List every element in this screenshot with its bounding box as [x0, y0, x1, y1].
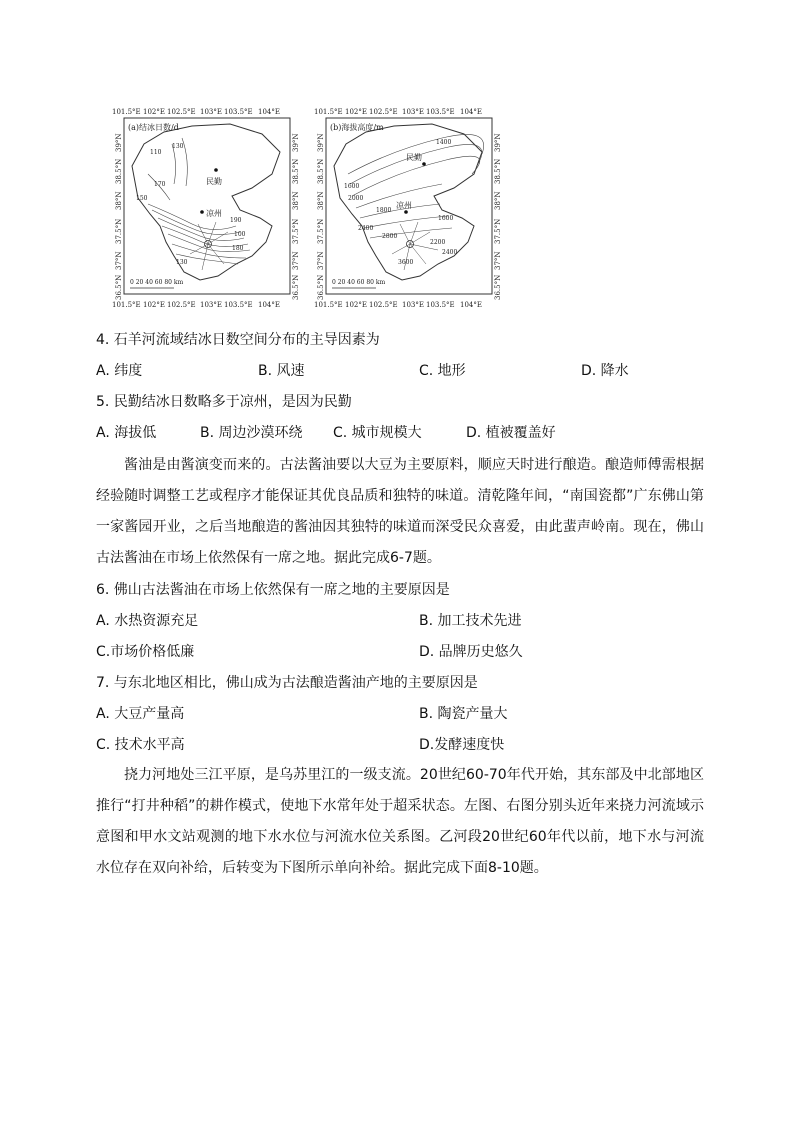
lat-tick: 38°N — [115, 191, 123, 210]
lon-tick: 102°E — [143, 301, 165, 309]
contour-label: 2000 — [348, 195, 364, 202]
lon-tick: 102°E — [143, 108, 165, 116]
lat-tick: 39°N — [494, 133, 502, 152]
map-right — [314, 108, 502, 309]
lat-tick: 37.5°N — [317, 218, 325, 244]
q5-option-b: B. 周边沙漠环绕 — [200, 425, 303, 441]
lon-tick: 101.5°E — [112, 108, 141, 116]
scale-bar: 0 20 40 60 80 km — [332, 279, 386, 286]
lon-tick: 102°E — [345, 108, 367, 116]
contour-label: 130 — [172, 143, 184, 150]
lat-tick: 37°N — [292, 251, 300, 270]
contour-label: 3600 — [398, 259, 414, 266]
town-label: 凉州 — [396, 201, 412, 210]
map-title: (a)结冰日数/d — [128, 123, 179, 132]
lon-tick: 103.5°E — [224, 108, 253, 116]
lat-tick: 37°N — [115, 251, 123, 270]
lon-tick: 102.5°E — [369, 301, 398, 309]
lat-tick: 38.5°N — [115, 158, 123, 184]
contour-label: 1600 — [344, 183, 360, 190]
lat-tick: 37.5°N — [115, 218, 123, 244]
lat-tick: 38°N — [494, 191, 502, 210]
lon-tick: 104°E — [258, 301, 280, 309]
passage-text: 挠力河地处三江平原，是乌苏里江的一级支流。20世纪60-70年代开始，其东部及中北部地区推行“打井种稻”的耕作模式，使地下水常年处于超采状态。左图、右图分别头近年来挠力河流域示意图和甲水文站观测的地下水水位与河流水位关系图。乙河段20世纪60年代以前，地下水与河流水位存在双向补给，后转变为下图所示单向补给。据此完成下面8-10题。 — [96, 767, 704, 876]
contour-label: 2400 — [358, 225, 374, 232]
lon-tick: 103.5°E — [426, 108, 455, 116]
contour-label: 150 — [136, 195, 148, 202]
lon-tick: 102.5°E — [167, 108, 196, 116]
lat-tick: 37°N — [317, 251, 325, 270]
q5-option-c: C. 城市规模大 — [333, 425, 422, 441]
map-left — [112, 108, 300, 309]
lon-tick: 101.5°E — [314, 108, 343, 116]
q6-option-a: A. 水热资源充足 — [96, 613, 199, 629]
lat-tick: 36.5°N — [115, 274, 123, 300]
lat-tick: 38°N — [317, 191, 325, 210]
lat-tick: 39°N — [292, 133, 300, 152]
q6-option-d: D. 品牌历史悠久 — [419, 644, 523, 660]
lon-tick: 104°E — [258, 108, 280, 116]
q4-option-c: C. 地形 — [419, 363, 466, 379]
lat-tick: 37.5°N — [292, 218, 300, 244]
passage-text: 酱油是由酱演变而来的。古法酱油要以大豆为主要原料，顺应天时进行酿造。酿造师傅需根据经验随时调整工艺或程序才能保证其优良品质和独特的味道。清乾隆年间，“南国瓷都”广东佛山第一家酱园开业，之后当地酿造的酱油因其独特的味道而深受民众喜爱，由此蜚声岭南。现在，佛山古法酱油在市场上依然保有一席之地。据此完成6-7题。 — [96, 457, 704, 566]
q4-option-a: A. 纬度 — [96, 363, 143, 379]
q7-option-b: B. 陶瓷产量大 — [419, 706, 508, 722]
lat-tick: 36.5°N — [292, 274, 300, 300]
q6-option-c: C.市场价格低廉 — [96, 644, 195, 660]
lon-tick: 103.5°E — [224, 301, 253, 309]
contour-label: 1800 — [376, 207, 392, 214]
question-6-stem: 6. 佛山古法酱油在市场上依然保有一席之地的主要原因是 — [96, 582, 450, 598]
question-4-stem: 4. 石羊河流域结冰日数空间分布的主导因素为 — [96, 332, 380, 348]
question-5-stem: 5. 民勤结冰日数略多于凉州，是因为民勤 — [96, 394, 352, 410]
lon-tick: 103.5°E — [426, 301, 455, 309]
contour-label: 100 — [234, 231, 246, 238]
contour-label: 190 — [230, 217, 242, 224]
contour-label: 170 — [154, 181, 166, 188]
passage-naoli-river — [96, 760, 704, 884]
passage-soy-sauce — [96, 450, 704, 574]
lon-tick: 101.5°E — [314, 301, 343, 309]
q7-option-c: C. 技术水平高 — [96, 737, 185, 753]
lon-tick: 102.5°E — [369, 108, 398, 116]
contour-label: 180 — [232, 245, 244, 252]
lat-tick: 36.5°N — [494, 274, 502, 300]
q4-option-b: B. 风速 — [258, 363, 305, 379]
town-label: 凉州 — [206, 209, 222, 218]
q7-option-a: A. 大豆产量高 — [96, 706, 185, 722]
lat-tick: 38.5°N — [317, 158, 325, 184]
lon-tick: 102°E — [345, 301, 367, 309]
map-title: (b)海拔高度/m — [330, 123, 384, 132]
contour-label: 1400 — [436, 139, 452, 146]
contour-label: 2800 — [382, 233, 398, 240]
lat-tick: 39°N — [317, 133, 325, 152]
q4-option-d: D. 降水 — [581, 363, 629, 379]
lat-tick: 38.5°N — [292, 158, 300, 184]
contour-label: 2400 — [442, 249, 458, 256]
lat-tick: 38°N — [292, 191, 300, 210]
q5-option-a: A. 海拔低 — [96, 425, 157, 441]
lat-tick: 37°N — [494, 251, 502, 270]
q7-option-d: D.发酵速度快 — [419, 737, 505, 753]
lon-tick: 102.5°E — [167, 301, 196, 309]
question-7-stem: 7. 与东北地区相比，佛山成为古法酿造酱油产地的主要原因是 — [96, 675, 478, 691]
lat-tick: 36.5°N — [317, 274, 325, 300]
contour-label: 2200 — [430, 239, 446, 246]
lon-tick: 104°E — [460, 301, 482, 309]
town-label: 民勤 — [406, 153, 422, 162]
scale-bar: 0 20 40 60 80 km — [130, 279, 184, 286]
contour-label: 110 — [150, 149, 162, 156]
lon-tick: 101.5°E — [112, 301, 141, 309]
lon-tick: 103°E — [200, 301, 222, 309]
map-figures — [112, 104, 504, 312]
lat-tick: 38.5°N — [494, 158, 502, 184]
lon-tick: 103°E — [402, 108, 424, 116]
lon-tick: 104°E — [460, 108, 482, 116]
contour-label: 1600 — [438, 215, 454, 222]
lat-tick: 37.5°N — [494, 218, 502, 244]
q5-option-d: D. 植被覆盖好 — [466, 425, 556, 441]
lat-tick: 39°N — [115, 133, 123, 152]
lon-tick: 103°E — [402, 301, 424, 309]
q6-option-b: B. 加工技术先进 — [419, 613, 522, 629]
contour-label: 130 — [176, 259, 188, 266]
lon-tick: 103°E — [200, 108, 222, 116]
town-label: 民勤 — [206, 177, 222, 186]
